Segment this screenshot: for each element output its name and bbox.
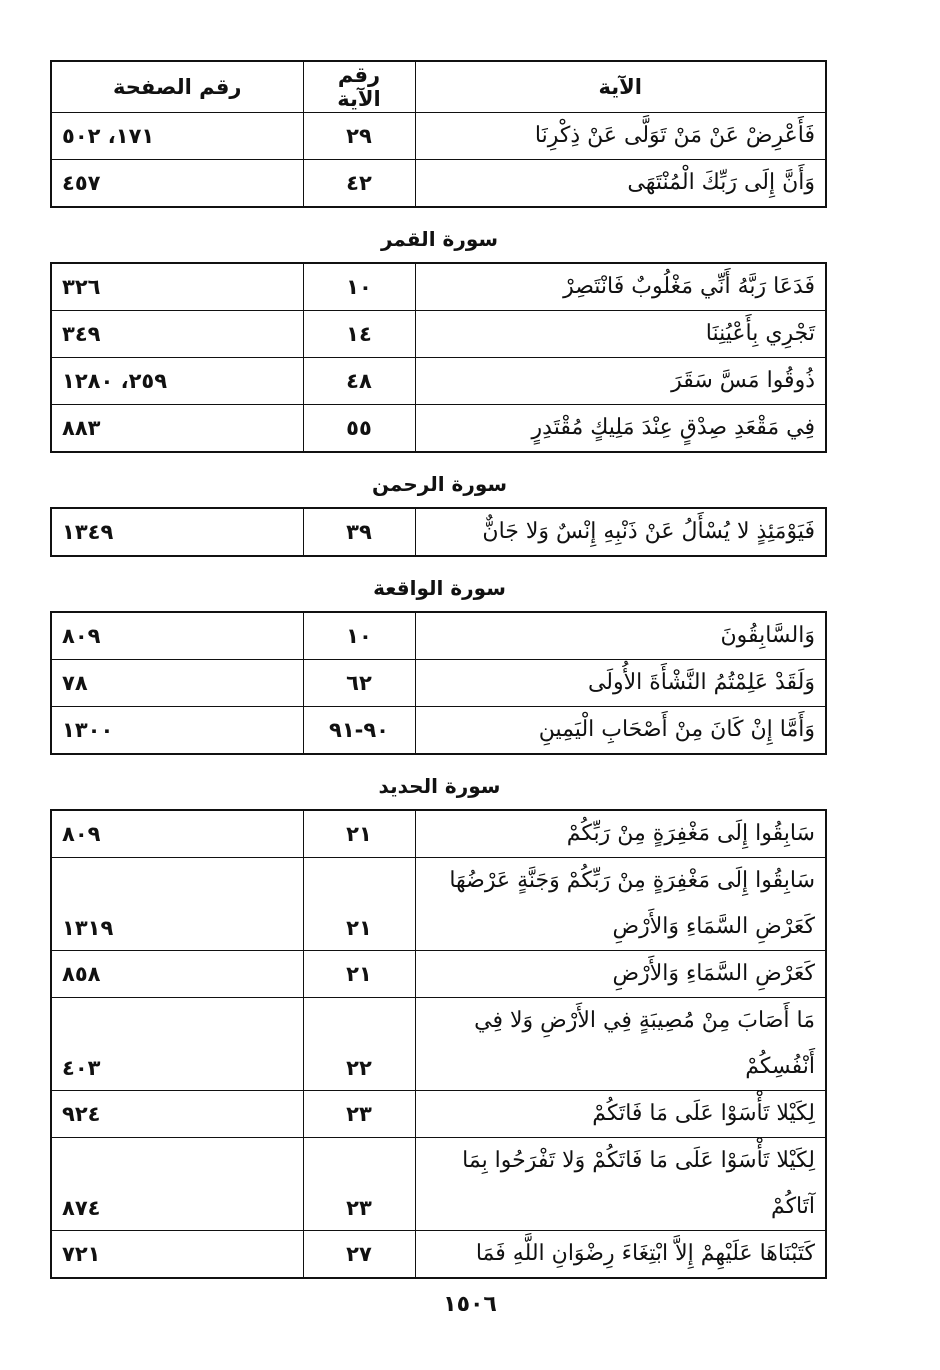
verse-cell	[415, 612, 826, 660]
verse-cell	[415, 1091, 826, 1138]
page-number-cell: ١٧١، ٥٠٢	[51, 113, 303, 160]
table-row	[51, 707, 826, 755]
ayah-number-cell: ٢٩	[303, 113, 415, 160]
verse-cell	[415, 113, 826, 160]
table-row	[51, 1091, 826, 1138]
verse-text: تَجْرِي بِأَعْيُنِنَا	[705, 321, 815, 346]
verse-text: آتَاكُمْ	[770, 1194, 815, 1219]
verse-text: سَابِقُوا إِلَى مَغْفِرَةٍ مِنْ رَبِّكُمْ	[566, 821, 815, 846]
ayah-number-cell: ١٤	[303, 311, 415, 358]
table-row	[51, 311, 826, 358]
verse-text: كَعَرْضِ السَّمَاءِ وَالأَرْضِ	[612, 961, 815, 986]
verse-text: وَأَنَّ إِلَى رَبِّكَ الْمُنْتَهَى	[627, 170, 815, 195]
ayah-number-cell: ٢١	[303, 951, 415, 998]
index-table-3	[50, 611, 827, 755]
verse-text: فِي مَقْعَدِ صِدْقٍ عِنْدَ مَلِيكٍ مُقْتَدِرٍ	[531, 415, 815, 440]
ayah-number-cell: ٦٢	[303, 660, 415, 707]
verse-cell	[415, 1231, 826, 1279]
verse-cell	[415, 660, 826, 707]
verse-text: مَا أَصَابَ مِنْ مُصِيبَةٍ فِي الأَرْضِ وَلا فِي	[474, 1008, 815, 1033]
table-row	[51, 508, 826, 556]
verse-cell	[415, 358, 826, 405]
page-number-cell: ٨٠٩	[51, 612, 303, 660]
verse-cell	[415, 160, 826, 208]
page-number-cell: ٤٠٣	[51, 998, 303, 1091]
verse-text: وَالسَّابِقُونَ	[720, 623, 815, 648]
page-number-cell: ١٣٤٩	[51, 508, 303, 556]
header-ayah-number: رقم الآية	[303, 61, 415, 113]
table-row	[51, 358, 826, 405]
index-table-4	[50, 809, 827, 1279]
verse-text: فَأَعْرِضْ عَنْ مَنْ تَوَلَّى عَنْ ذِكْرِنَا	[534, 123, 815, 148]
header-verse: الآية	[415, 61, 826, 113]
table-row	[51, 998, 826, 1091]
verse-text: وَلَقَدْ عَلِمْتُمُ النَّشْأَةَ الأُولَى	[587, 670, 815, 695]
verse-cell	[415, 405, 826, 453]
page-number-cell: ٢٥٩، ١٢٨٠	[51, 358, 303, 405]
table-row	[51, 263, 826, 311]
ayah-number-cell: ٢٣	[303, 1091, 415, 1138]
table-row	[51, 810, 826, 858]
surah-title-al-waqiah: سورة الواقعة	[373, 576, 506, 600]
page-number-cell: ١٣٠٠	[51, 707, 303, 755]
verse-cell	[415, 858, 826, 951]
verse-text: فَيَوْمَئِذٍ لا يُسْأَلُ عَنْ ذَنْبِهِ إِنْسٌ وَلا جَانٌّ	[482, 519, 815, 544]
verse-cell	[415, 707, 826, 755]
page-number-cell: ١٣١٩	[51, 858, 303, 951]
verse-cell	[415, 951, 826, 998]
table-row	[51, 160, 826, 208]
ayah-number-cell: ٢٧	[303, 1231, 415, 1279]
verse-text: لِكَيْلا تَأْسَوْا عَلَى مَا فَاتَكُمْ وَلا تَفْرَحُوا بِمَا	[462, 1148, 815, 1173]
page-number-cell: ٤٥٧	[51, 160, 303, 208]
table-row	[51, 1231, 826, 1279]
verse-text: سَابِقُوا إِلَى مَغْفِرَةٍ مِنْ رَبِّكُمْ وَجَنَّةٍ عَرْضُهَا	[449, 868, 815, 893]
verse-cell	[415, 263, 826, 311]
table-row	[51, 951, 826, 998]
table-row	[51, 1138, 826, 1231]
page-number-cell: ٣٢٦	[51, 263, 303, 311]
page-number-cell: ٨٧٤	[51, 1138, 303, 1231]
page-number-cell: ٧٢١	[51, 1231, 303, 1279]
ayah-number-cell: ٣٩	[303, 508, 415, 556]
ayah-number-cell: ٢١	[303, 810, 415, 858]
index-table-2	[50, 507, 827, 557]
ayah-number-cell: ٤٢	[303, 160, 415, 208]
verse-cell	[415, 311, 826, 358]
verse-text: كَتَبْنَاهَا عَلَيْهِمْ إِلاَّ ابْتِغَاءَ رِضْوَانِ اللَّهِ فَمَا	[475, 1241, 815, 1266]
index-page	[52, 60, 827, 1279]
table-header-row	[51, 61, 826, 113]
table-row	[51, 405, 826, 453]
table-row	[51, 660, 826, 707]
page-number-cell: ٨٨٣	[51, 405, 303, 453]
ayah-number-cell: ١٠	[303, 263, 415, 311]
index-table-1	[50, 262, 827, 453]
verse-text: ذُوقُوا مَسَّ سَقَرَ	[671, 368, 815, 393]
surah-title-al-qamar: سورة القمر	[380, 227, 499, 251]
surah-title-ar-rahman: سورة الرحمن	[371, 472, 508, 496]
table-row	[51, 113, 826, 160]
page-number-cell: ٧٨	[51, 660, 303, 707]
verse-text: لِكَيْلا تَأْسَوْا عَلَى مَا فَاتَكُمْ	[592, 1101, 815, 1126]
ayah-number-cell: ٢٢	[303, 998, 415, 1091]
surah-title-al-hadid: سورة الحديد	[378, 774, 501, 798]
verse-cell	[415, 998, 826, 1091]
page-number-cell: ٣٤٩	[51, 311, 303, 358]
ayah-number-cell: ١٠	[303, 612, 415, 660]
ayah-number-cell: ٩٠-٩١	[303, 707, 415, 755]
verse-text: وَأَمَّا إِنْ كَانَ مِنْ أَصْحَابِ الْيَمِينِ	[538, 717, 815, 742]
verse-text: أَنْفُسِكُمْ	[745, 1054, 815, 1079]
table-row	[51, 612, 826, 660]
ayah-number-cell: ٢١	[303, 858, 415, 951]
index-table-0	[50, 60, 827, 208]
ayah-number-cell: ٤٨	[303, 358, 415, 405]
verse-text: كَعَرْضِ السَّمَاءِ وَالأَرْضِ	[612, 914, 815, 939]
header-page-number: رقم الصفحة	[51, 61, 303, 113]
table-row	[51, 858, 826, 951]
page-number-cell: ٨٠٩	[51, 810, 303, 858]
verse-cell	[415, 810, 826, 858]
page-number-cell: ٨٥٨	[51, 951, 303, 998]
verse-cell	[415, 508, 826, 556]
verse-text: فَدَعَا رَبَّهُ أَنِّي مَغْلُوبٌ فَانْتَصِرْ	[563, 274, 815, 299]
ayah-number-cell: ٥٥	[303, 405, 415, 453]
ayah-number-cell: ٢٣	[303, 1138, 415, 1231]
page-number: ١٥٠٦	[443, 1292, 497, 1317]
verse-cell	[415, 1138, 826, 1231]
page-number-cell: ٩٢٤	[51, 1091, 303, 1138]
